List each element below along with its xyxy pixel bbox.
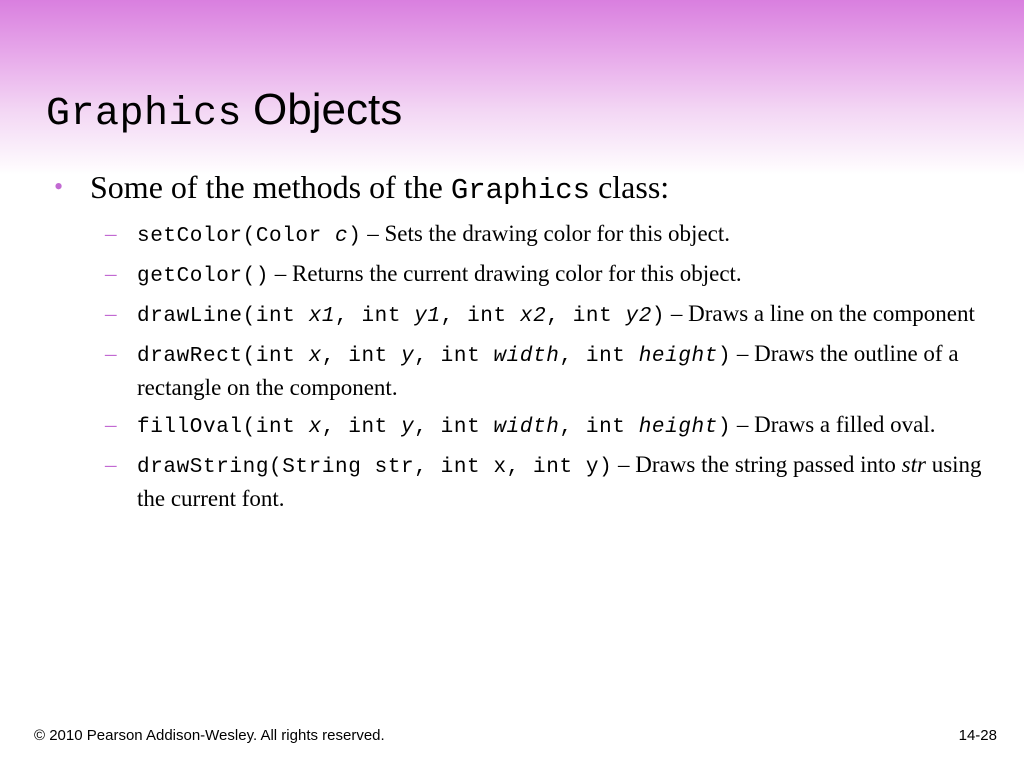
- method-signature: drawString(String str, int x, int y): [137, 456, 613, 479]
- method-description: – Returns the current drawing color for this object.: [269, 261, 742, 286]
- dash-icon: –: [105, 341, 117, 366]
- main-bullet: [54, 167, 994, 211]
- method-signature: setColor(Color c): [137, 225, 362, 248]
- method-description: – Sets the drawing color for this object.: [361, 221, 730, 246]
- method-item: [105, 258, 985, 292]
- slide-title: [46, 82, 402, 143]
- method-item: [105, 409, 985, 443]
- footer-copyright: © 2010 Pearson Addison-Wesley. All rights reserved.: [34, 727, 385, 744]
- method-list: [105, 218, 985, 520]
- method-item: [105, 338, 985, 403]
- bullet-text-before: Some of the methods of the: [90, 169, 443, 205]
- method-signature: drawRect(int x, int y, int width, int height): [137, 345, 732, 368]
- method-signature: getColor(): [137, 265, 270, 288]
- slide-number: 14-28: [958, 727, 997, 744]
- slide-title-text: Objects: [253, 85, 403, 134]
- bullet-text-after: class:: [598, 169, 670, 205]
- method-description: – Draws the outline of a rectangle on the component.: [137, 341, 959, 400]
- method-description: – Draws a line on the component: [665, 301, 975, 326]
- method-signature: drawLine(int x1, int y1, int x2, int y2): [137, 305, 666, 328]
- slide-title-code: Graphics: [46, 92, 243, 137]
- method-item: [105, 298, 985, 332]
- method-description: – Draws the string passed into str using the current font.: [137, 452, 982, 511]
- method-description: – Draws a filled oval.: [731, 412, 936, 437]
- dash-icon: –: [105, 412, 117, 437]
- method-item: [105, 218, 985, 252]
- method-signature: fillOval(int x, int y, int width, int height): [137, 416, 732, 439]
- method-item: [105, 449, 985, 514]
- dash-icon: –: [105, 301, 117, 326]
- bullet-code: Graphics: [450, 174, 591, 207]
- dash-icon: –: [105, 452, 117, 477]
- dash-icon: –: [105, 221, 117, 246]
- dash-icon: –: [105, 261, 117, 286]
- bullet-dot-icon: •: [54, 172, 64, 201]
